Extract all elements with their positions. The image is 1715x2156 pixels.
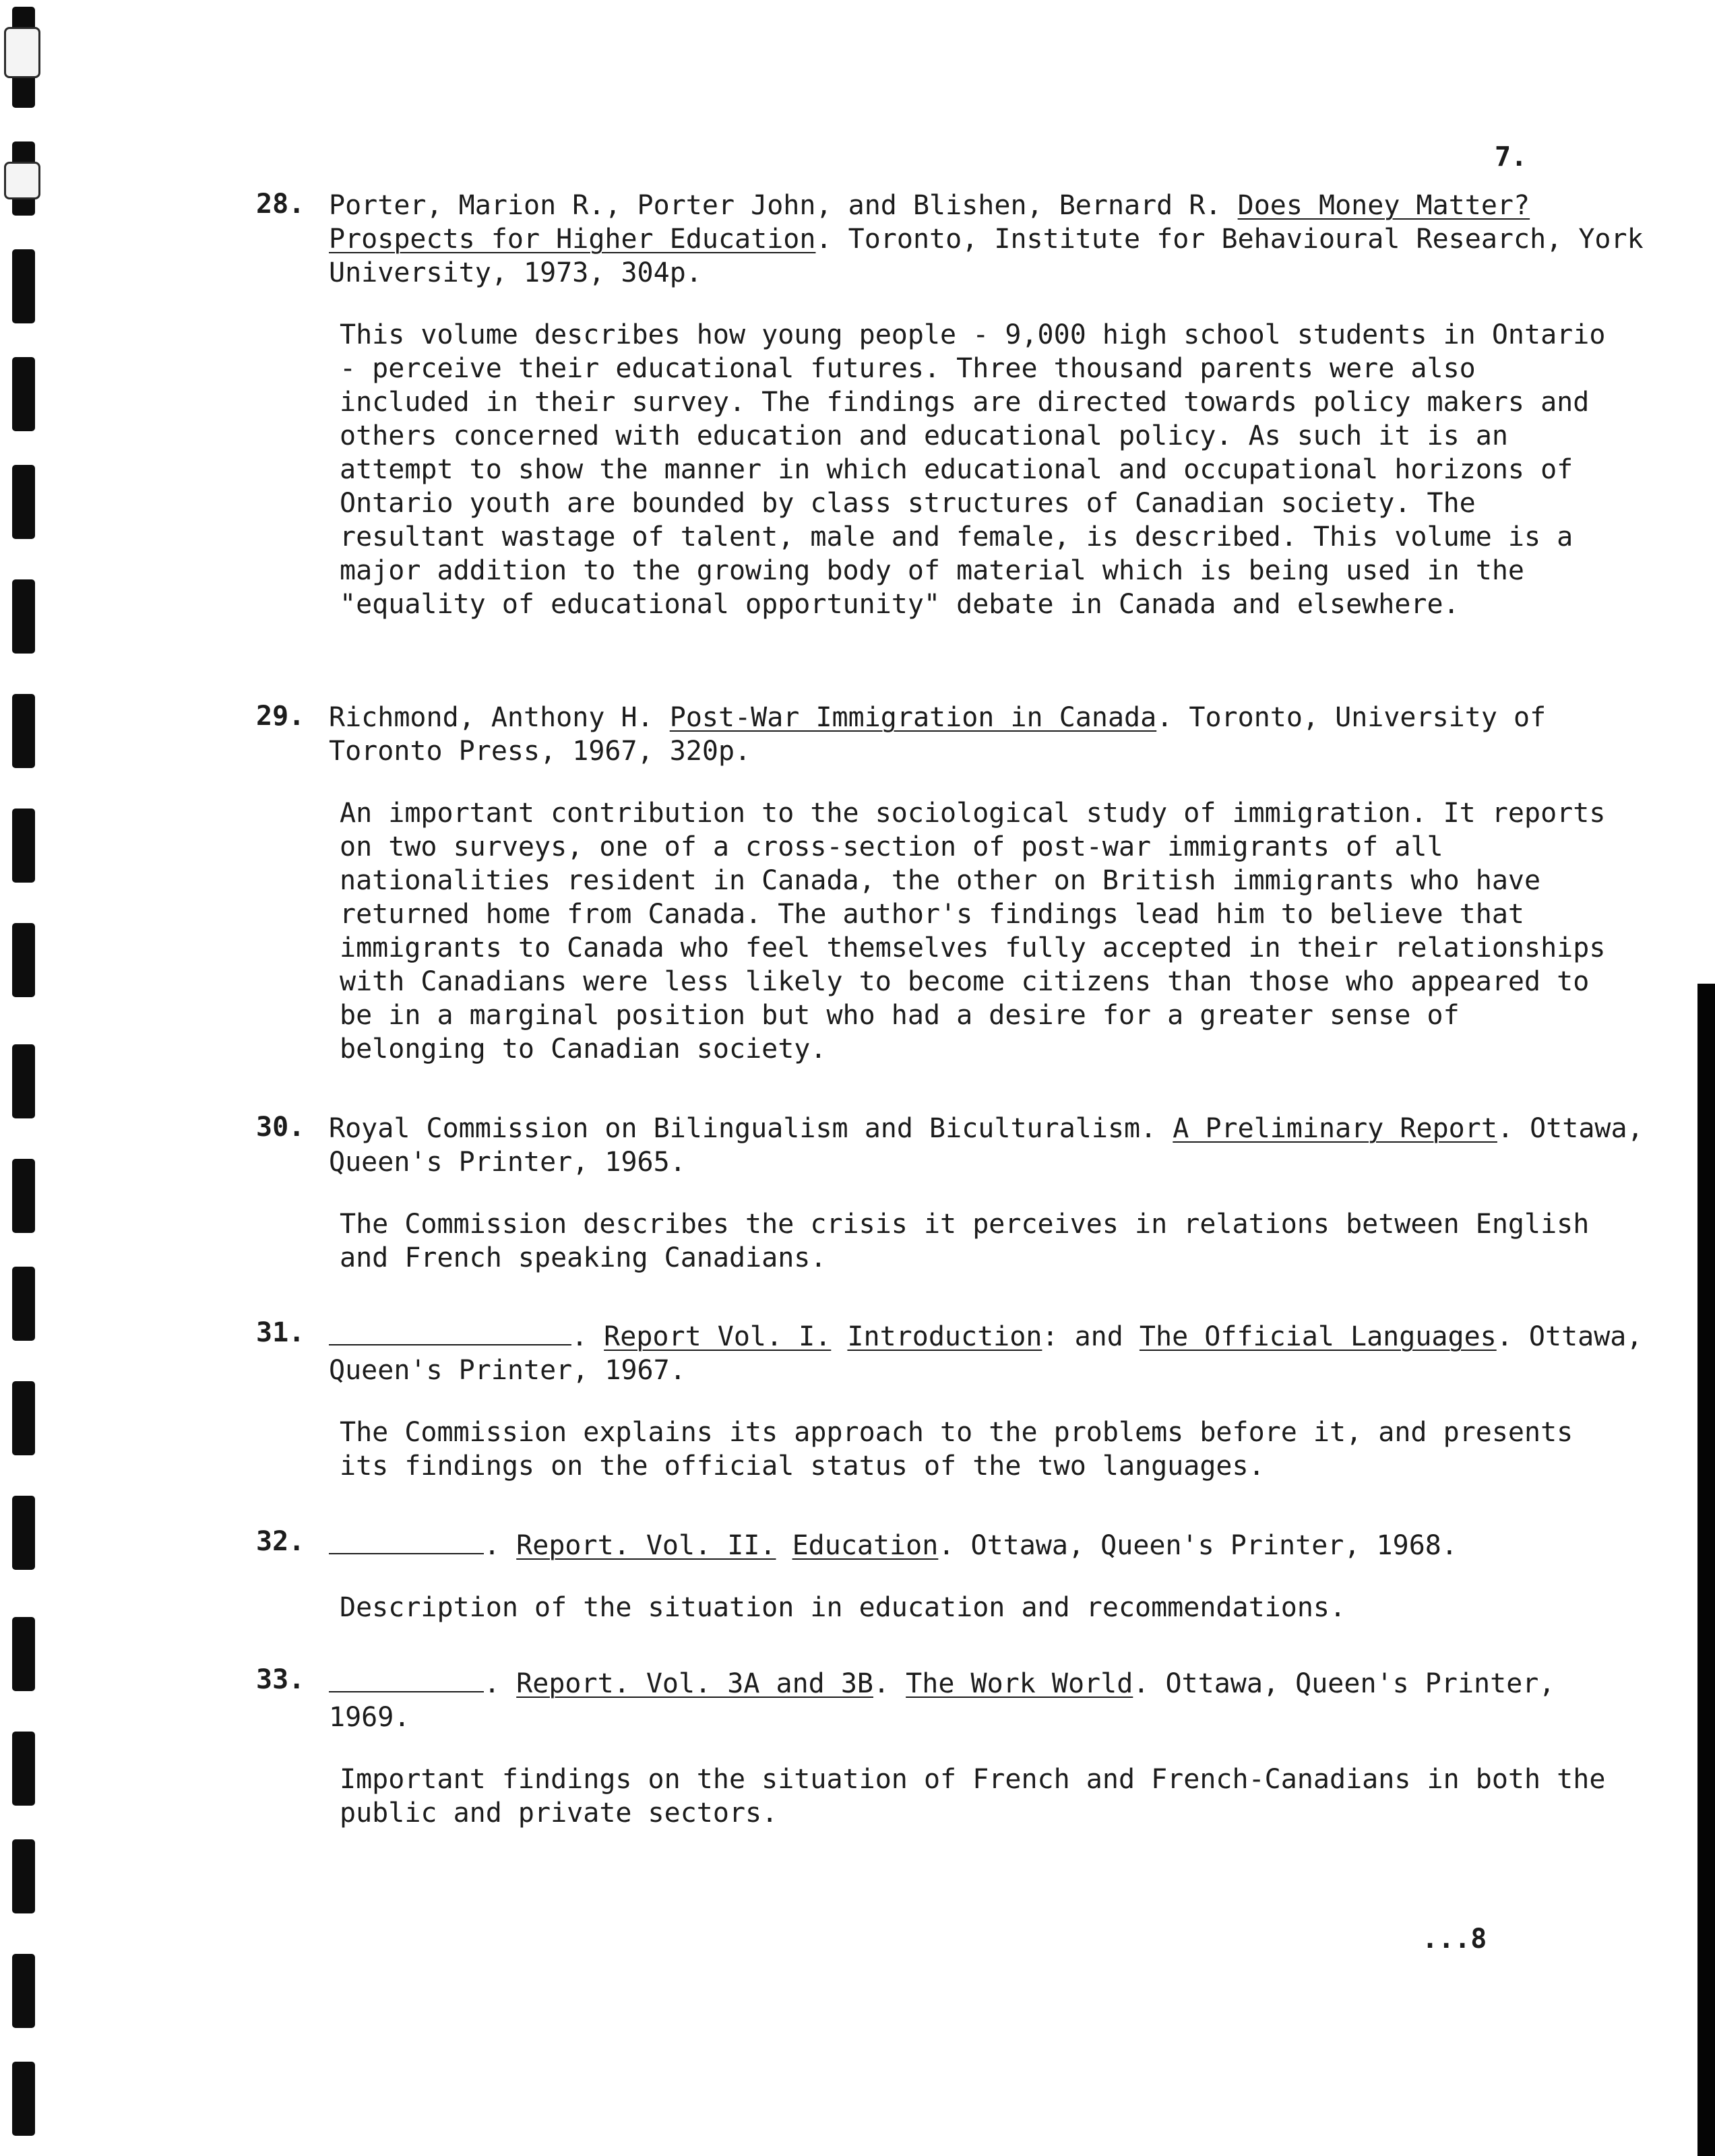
entry-report-volume: Report. Vol. 3A and 3B — [516, 1668, 873, 1699]
entry-citation: . Report. Vol. 3A and 3B. The Work World. Ottawa, Queen's Printer, 1969. — [329, 1664, 1644, 1734]
ditto-blank-line — [329, 1664, 484, 1692]
entry-citation — [329, 189, 1644, 290]
entry-authors: Royal Commission on Bilingualism and Biculturalism. — [329, 1113, 1157, 1144]
entry-number: 28. — [256, 189, 305, 220]
continuation-marker: ...8 — [1422, 1924, 1487, 1955]
entry-publication: . Ottawa, Queen's Printer, 1968. — [938, 1530, 1458, 1561]
entry-title: Introduction — [847, 1321, 1042, 1352]
entry-title: The Work World — [906, 1668, 1133, 1699]
spiral-binding — [0, 0, 53, 2156]
entry-number: 29. — [256, 701, 305, 732]
page-edge-shadow — [1697, 984, 1715, 2156]
bibliography-entry-32 — [256, 1526, 1644, 1624]
entry-title: A Preliminary Report — [1173, 1113, 1497, 1144]
entry-number: 32. — [256, 1526, 305, 1557]
entry-authors: Porter, Marion R., Porter John, and Blishen, Bernard R. — [329, 190, 1222, 221]
entry-publication: . Ottawa, Queen's Printer, 1965. — [329, 1113, 1644, 1178]
entry-citation: . Report Vol. I. Introduction: and The Official Languages. Ottawa, Queen's Printer, 1967. — [329, 1317, 1644, 1387]
ditto-blank-line — [329, 1526, 484, 1554]
page-number: 7. — [1495, 141, 1528, 172]
entry-citation — [329, 1112, 1644, 1179]
bibliography-entry-33 — [256, 1664, 1644, 1830]
bibliography-entry-28 — [256, 189, 1644, 621]
entry-number: 33. — [256, 1664, 305, 1695]
entry-citation — [329, 701, 1644, 768]
bibliography-entry-30 — [256, 1112, 1644, 1275]
entry-annotation: Important findings on the situation of French and French-Canadians in both the public and private sectors. — [340, 1764, 1606, 1829]
entry-number: 31. — [256, 1317, 305, 1348]
entry-publication: . Ottawa, Queen's Printer, 1967. — [329, 1321, 1643, 1386]
bibliography-entry-31 — [256, 1317, 1644, 1483]
entry-title: Does Money Matter? Prospects for Higher Education — [329, 190, 1530, 255]
entry-number: 30. — [256, 1112, 305, 1143]
entry-report-volume: Report Vol. I. — [604, 1321, 832, 1352]
entry-title: Education — [792, 1530, 939, 1561]
entry-publication: . Toronto, Institute for Behavioural Research, York University, 1973, 304p. — [329, 224, 1644, 288]
entry-publication: . Toronto, University of Toronto Press, 1967, 320p. — [329, 702, 1547, 767]
entry-annotation: Description of the situation in education and recommendations. — [340, 1592, 1346, 1623]
ditto-blank-line — [329, 1317, 571, 1345]
entry-citation: . Report. Vol. II. Education. Ottawa, Queen's Printer, 1968. — [329, 1526, 1644, 1562]
entry-publication: . Ottawa, Queen's Printer, 1969. — [329, 1668, 1555, 1733]
entry-annotation: An important contribution to the sociological study of immigration. It reports on two surveys, one of a cross-section of post-war immigrants of all nationalities resident in Canada, the other on British immigrants who have returned home from Canada. The author's findings lead him to believe that immigrants to Canada who feel themselves fully accepted in their relationships with Canadians were less likely to become citizens than those who appeared to be in a marginal position but who had a desire for a greater sense of belonging to Canadian society. — [340, 798, 1606, 1065]
entry-title: Post-War Immigration in Canada — [669, 702, 1157, 733]
entry-subtitle: The Official Languages — [1139, 1321, 1497, 1352]
entry-report-volume: Report. Vol. II. — [516, 1530, 776, 1561]
bibliography-entry-29 — [256, 701, 1644, 1066]
entry-annotation: The Commission explains its approach to the problems before it, and presents its findings on the official status of the two languages. — [340, 1417, 1573, 1482]
entry-annotation: The Commission describes the crisis it perceives in relations between English and French speaking Canadians. — [340, 1209, 1590, 1273]
entry-authors: Richmond, Anthony H. — [329, 702, 654, 733]
entry-annotation: This volume describes how young people - 9,000 high school students in Ontario - perceive their educational futures. Three thousand parents were also included in their survey. The findings are directed towards policy makers and others concerned with education and educational policy. As such it is an attempt to show the manner in which educational and occupational horizons of Ontario youth are bounded by class structures of Canadian society. The resultant wastage of talent, male and female, is described. This volume is a major addition to the growing body of material which is being used in the "equality of educational opportunity" debate in Canada and elsewhere. — [340, 319, 1606, 620]
entry-title-joiner: : and — [1042, 1321, 1123, 1352]
